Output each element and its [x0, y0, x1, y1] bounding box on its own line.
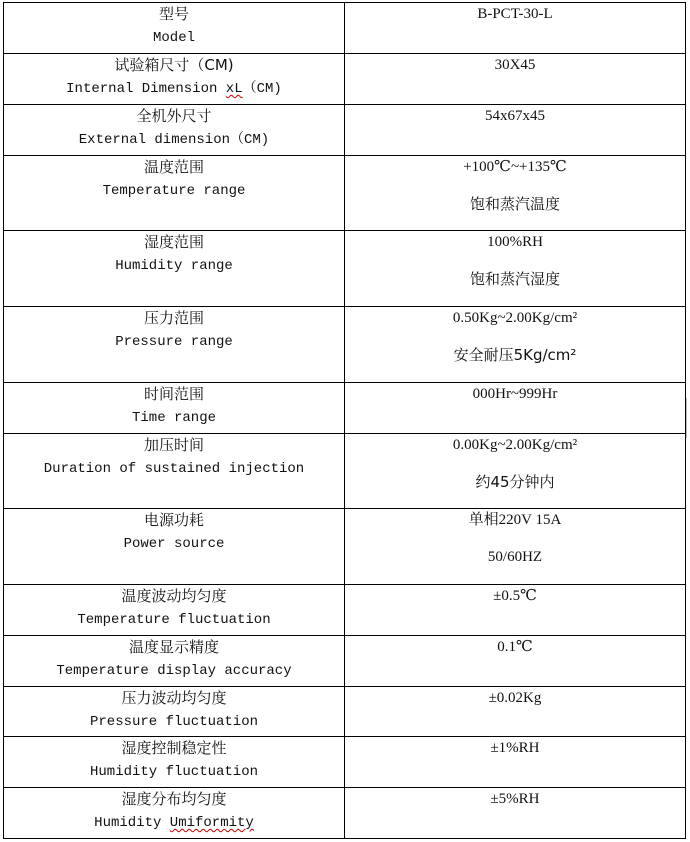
value-primary: 100%RH: [487, 234, 543, 250]
value-cell: [345, 687, 686, 737]
value-primary: 54x67x45: [485, 108, 545, 124]
label-en: Time range: [131, 410, 216, 426]
label-cell: [4, 434, 345, 509]
value-cell: [345, 585, 686, 636]
table-row: [4, 105, 686, 156]
label-en-part: Internal Dimension: [66, 81, 226, 97]
value-secondary: 安全耐压5Kg/cm²: [453, 346, 577, 364]
value-cell: [345, 54, 686, 105]
value-primary: 000Hr~999Hr: [472, 386, 558, 402]
value-primary: ±0.02Kg: [488, 690, 542, 706]
label-en: [4, 810, 344, 836]
label-en-part: Humidity: [94, 815, 170, 831]
label-en: Temperature display accuracy: [56, 663, 292, 679]
value-cell: [345, 231, 686, 307]
label-cell: [4, 231, 345, 307]
label-zh: 时间范围: [143, 385, 204, 403]
value-primary: 0.50Kg~2.00Kg/cm²: [452, 310, 578, 326]
label-cell: [4, 585, 345, 636]
label-cell: [4, 105, 345, 156]
table-row: [4, 383, 686, 434]
table-row: [4, 509, 686, 585]
label-cell: [4, 307, 345, 383]
value-cell: [345, 737, 686, 788]
value-cell: [345, 156, 686, 231]
table-row: [4, 636, 686, 687]
value-primary: 0.00Kg~2.00Kg/cm²: [452, 437, 578, 453]
value-primary: ±0.5℃: [493, 588, 537, 604]
label-zh: 全机外尺寸: [136, 107, 212, 125]
value-primary: ±1%RH: [490, 740, 540, 756]
label-zh: 温度范围: [143, 158, 204, 176]
table-row: [4, 156, 686, 231]
label-zh: 压力范围: [143, 309, 204, 327]
value-cell: [345, 105, 686, 156]
value-secondary: 约45分钟内: [475, 473, 555, 491]
value-cell: [345, 788, 686, 839]
table-row: [4, 434, 686, 509]
table-row: [4, 307, 686, 383]
label-en: External dimension（CM): [78, 132, 270, 148]
label-cell: [4, 383, 345, 434]
value-primary: 30X45: [494, 57, 536, 73]
table-row: [4, 3, 686, 54]
value-cell: [345, 307, 686, 383]
label-zh: 温度波动均匀度: [121, 587, 227, 605]
value-cell: [345, 434, 686, 509]
value-secondary: 饱和蒸汽温度: [469, 195, 560, 213]
label-cell: [4, 687, 345, 737]
label-cell: [4, 737, 345, 788]
value-secondary: 50/60HZ: [487, 549, 543, 565]
label-zh: 湿度控制稳定性: [121, 739, 227, 757]
value-primary: +100℃~+135℃: [463, 159, 567, 175]
label-cell: [4, 156, 345, 231]
value-cell: [345, 636, 686, 687]
label-en: [4, 76, 344, 102]
value-cell: [345, 3, 686, 54]
label-zh: 压力波动均匀度: [121, 689, 227, 707]
label-zh: 加压时间: [143, 436, 204, 454]
label-en: Model: [152, 30, 195, 46]
table-row: [4, 231, 686, 307]
label-zh: 型号: [158, 5, 189, 23]
label-en: Pressure range: [115, 334, 233, 350]
table-row: [4, 54, 686, 105]
label-en: Temperature range: [102, 183, 246, 199]
value-cell: [345, 509, 686, 585]
label-en: Power source: [123, 536, 225, 552]
label-zh: 试验箱尺寸（CM): [114, 56, 234, 74]
label-en: Duration of sustained injection: [43, 461, 305, 477]
label-cell: [4, 54, 345, 105]
page-edge-mark: [686, 398, 690, 438]
label-en-part: （CM): [242, 81, 282, 97]
label-en: Humidity fluctuation: [89, 764, 259, 780]
label-zh: 湿度范围: [143, 233, 204, 251]
label-cell: [4, 636, 345, 687]
label-en-flagged: xL: [225, 81, 243, 97]
label-zh: 湿度分布均匀度: [121, 790, 227, 808]
label-en: Pressure fluctuation: [89, 714, 259, 730]
label-en: Temperature fluctuation: [77, 612, 271, 628]
value-primary: 0.1℃: [497, 639, 533, 655]
value-cell: [345, 383, 686, 434]
value-secondary: 饱和蒸汽湿度: [469, 270, 560, 288]
table-row: [4, 585, 686, 636]
spec-table: [3, 2, 686, 839]
value-primary: 单相220V 15A: [468, 512, 562, 528]
table-row: [4, 687, 686, 737]
label-zh: 温度显示精度: [128, 638, 219, 656]
label-cell: [4, 509, 345, 585]
value-primary: B-PCT-30-L: [477, 6, 553, 22]
label-cell: [4, 3, 345, 54]
label-en-flagged: Umiformity: [169, 815, 254, 831]
label-en: Humidity range: [115, 258, 233, 274]
table-row: [4, 788, 686, 839]
value-primary: ±5%RH: [490, 791, 540, 807]
label-cell: [4, 788, 345, 839]
label-zh: 电源功耗: [143, 511, 204, 529]
table-row: [4, 737, 686, 788]
